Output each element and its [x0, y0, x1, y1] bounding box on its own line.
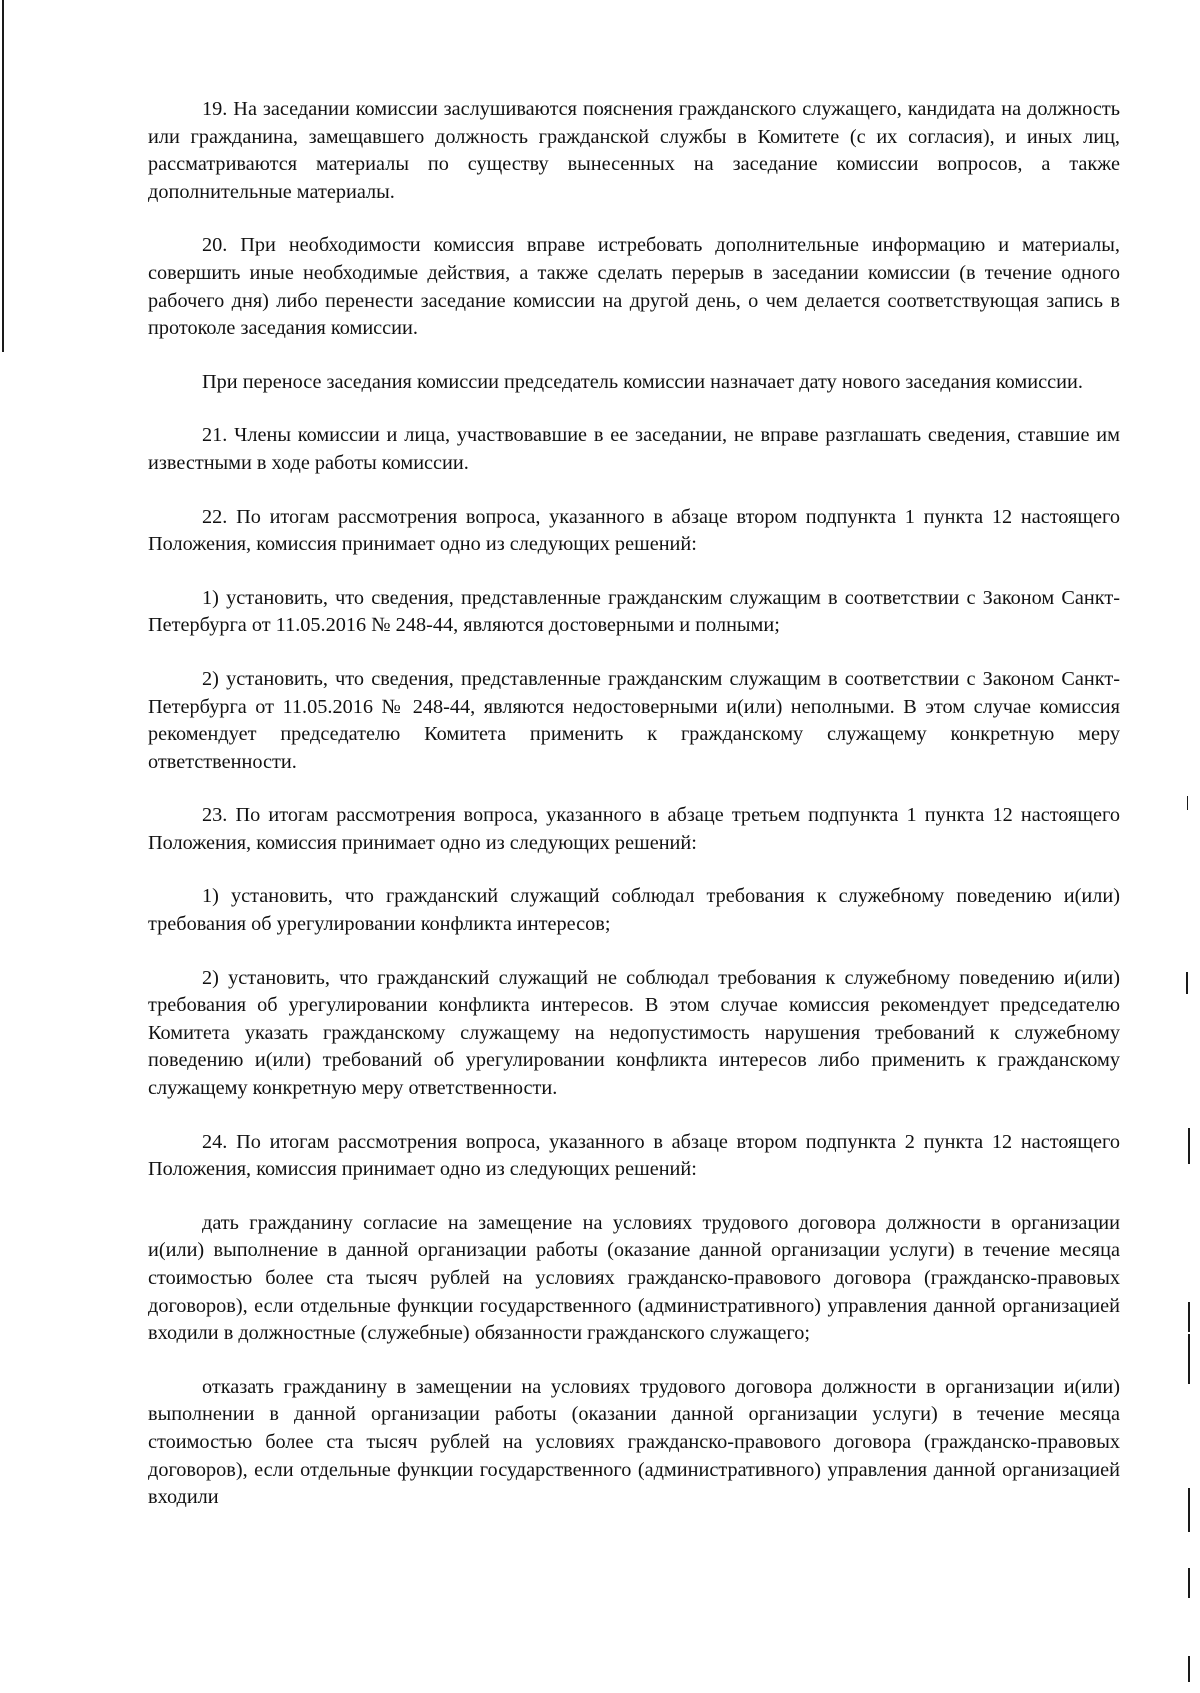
paragraph-24-refusal: отказать гражданину в замещении на условиях трудового договора должности в организации и(или) выполнении в данной организации работы (оказании данной организации услуги) в течение месяца стоимостью более ста тысяч рублей на условиях гражданско-правового договора (гражданско-правовых договоров), если отдельные функции государственного (административного) управления данной организацией входили: [148, 1375, 1120, 1509]
paragraph-23-item-1: 1) установить, что гражданский служащий соблюдал требования к служебному поведению и(или) требования об урегулировании конфликта интересов;: [148, 885, 1120, 936]
scan-artifact-mark: [1188, 1568, 1190, 1598]
document-page: [148, 96, 1120, 1538]
paragraph-22-item-2: 2) установить, что сведения, представленные гражданским служащим в соответствии с Законом Санкт-Петербурга от 11.05.2016 № 248-44, являются недостоверными и(или) неполными. В этом случае комиссия рекомендует председателю Комитета применить к гражданскому служащему конкретную меру ответственности.: [148, 667, 1120, 773]
scan-artifact-mark: [1186, 972, 1188, 994]
scan-artifact-mark: [1187, 796, 1188, 810]
paragraph-24-consent: дать гражданину согласие на замещение на условиях трудового договора должности в организации и(или) выполнение в данной организации работы (оказание данной организации услуги) в течение месяца стоимостью более ста тысяч рублей на условиях гражданско-правового договора (гражданско-правовых договоров), если отдельные функции государственного (административного) управления данной организацией входили в должностные (служебные) обязанности гражданского служащего;: [148, 1211, 1120, 1345]
paragraph-21: 21. Члены комиссии и лица, участвовавшие в ее заседании, не вправе разглашать сведения, ставшие им известными в ходе работы комиссии.: [148, 424, 1120, 474]
scan-artifact-mark: [1188, 1488, 1190, 1532]
scan-artifact-mark: [1188, 1302, 1190, 1332]
paragraph-23: 23. По итогам рассмотрения вопроса, указанного в абзаце третьем подпункта 1 пункта 12 настоящего Положения, комиссия принимает одно из следующих решений:: [148, 804, 1120, 854]
scan-artifact-mark: [1188, 1128, 1190, 1164]
paragraph-23-item-2: 2) установить, что гражданский служащий не соблюдал требования к служебному поведению и(или) требования об урегулировании конфликта интересов. В этом случае комиссия рекомендует председателю Комитета указать гражданскому служащему на недопустимость нарушения требований к служебному поведению и(или) требований об урегулировании конфликта интересов либо применить к гражданскому служащему конкретную меру ответственности.: [148, 966, 1120, 1100]
scan-artifact-mark: [1188, 1656, 1190, 1682]
scan-edge-line: [2, 0, 4, 352]
paragraph-22: 22. По итогам рассмотрения вопроса, указанного в абзаце втором подпункта 1 пункта 12 настоящего Положения, комиссия принимает одно из следующих решений:: [148, 505, 1120, 556]
paragraph-19: 19. На заседании комиссии заслушиваются пояснения гражданского служащего, кандидата на должность или гражданина, замещавшего должность гражданской службы в Комитете (с их согласия), и иных лиц, рассматриваются материалы по существу вынесенных на заседание комиссии вопросов, а также дополнительные материалы.: [148, 98, 1120, 203]
paragraph-20-postponement: При переносе заседания комиссии председатель комиссии назначает дату нового заседания комиссии.: [202, 370, 1083, 393]
scan-artifact-mark: [1188, 1334, 1190, 1384]
paragraph-20: 20. При необходимости комиссия вправе истребовать дополнительные информацию и материалы, совершить иные необходимые действия, а также сделать перерыв в заседании комиссии (в течение одного рабочего дня) либо перенести заседание комиссии на другой день, о чем делается соответствующая запись в протоколе заседания комиссии.: [148, 234, 1120, 340]
paragraph-22-item-1: 1) установить, что сведения, представленные гражданским служащим в соответствии с Законом Санкт-Петербурга от 11.05.2016 № 248-44, являются достоверными и полными;: [148, 586, 1120, 637]
paragraph-24: 24. По итогам рассмотрения вопроса, указанного в абзаце втором подпункта 2 пункта 12 настоящего Положения, комиссия принимает одно из следующих решений:: [148, 1130, 1120, 1181]
